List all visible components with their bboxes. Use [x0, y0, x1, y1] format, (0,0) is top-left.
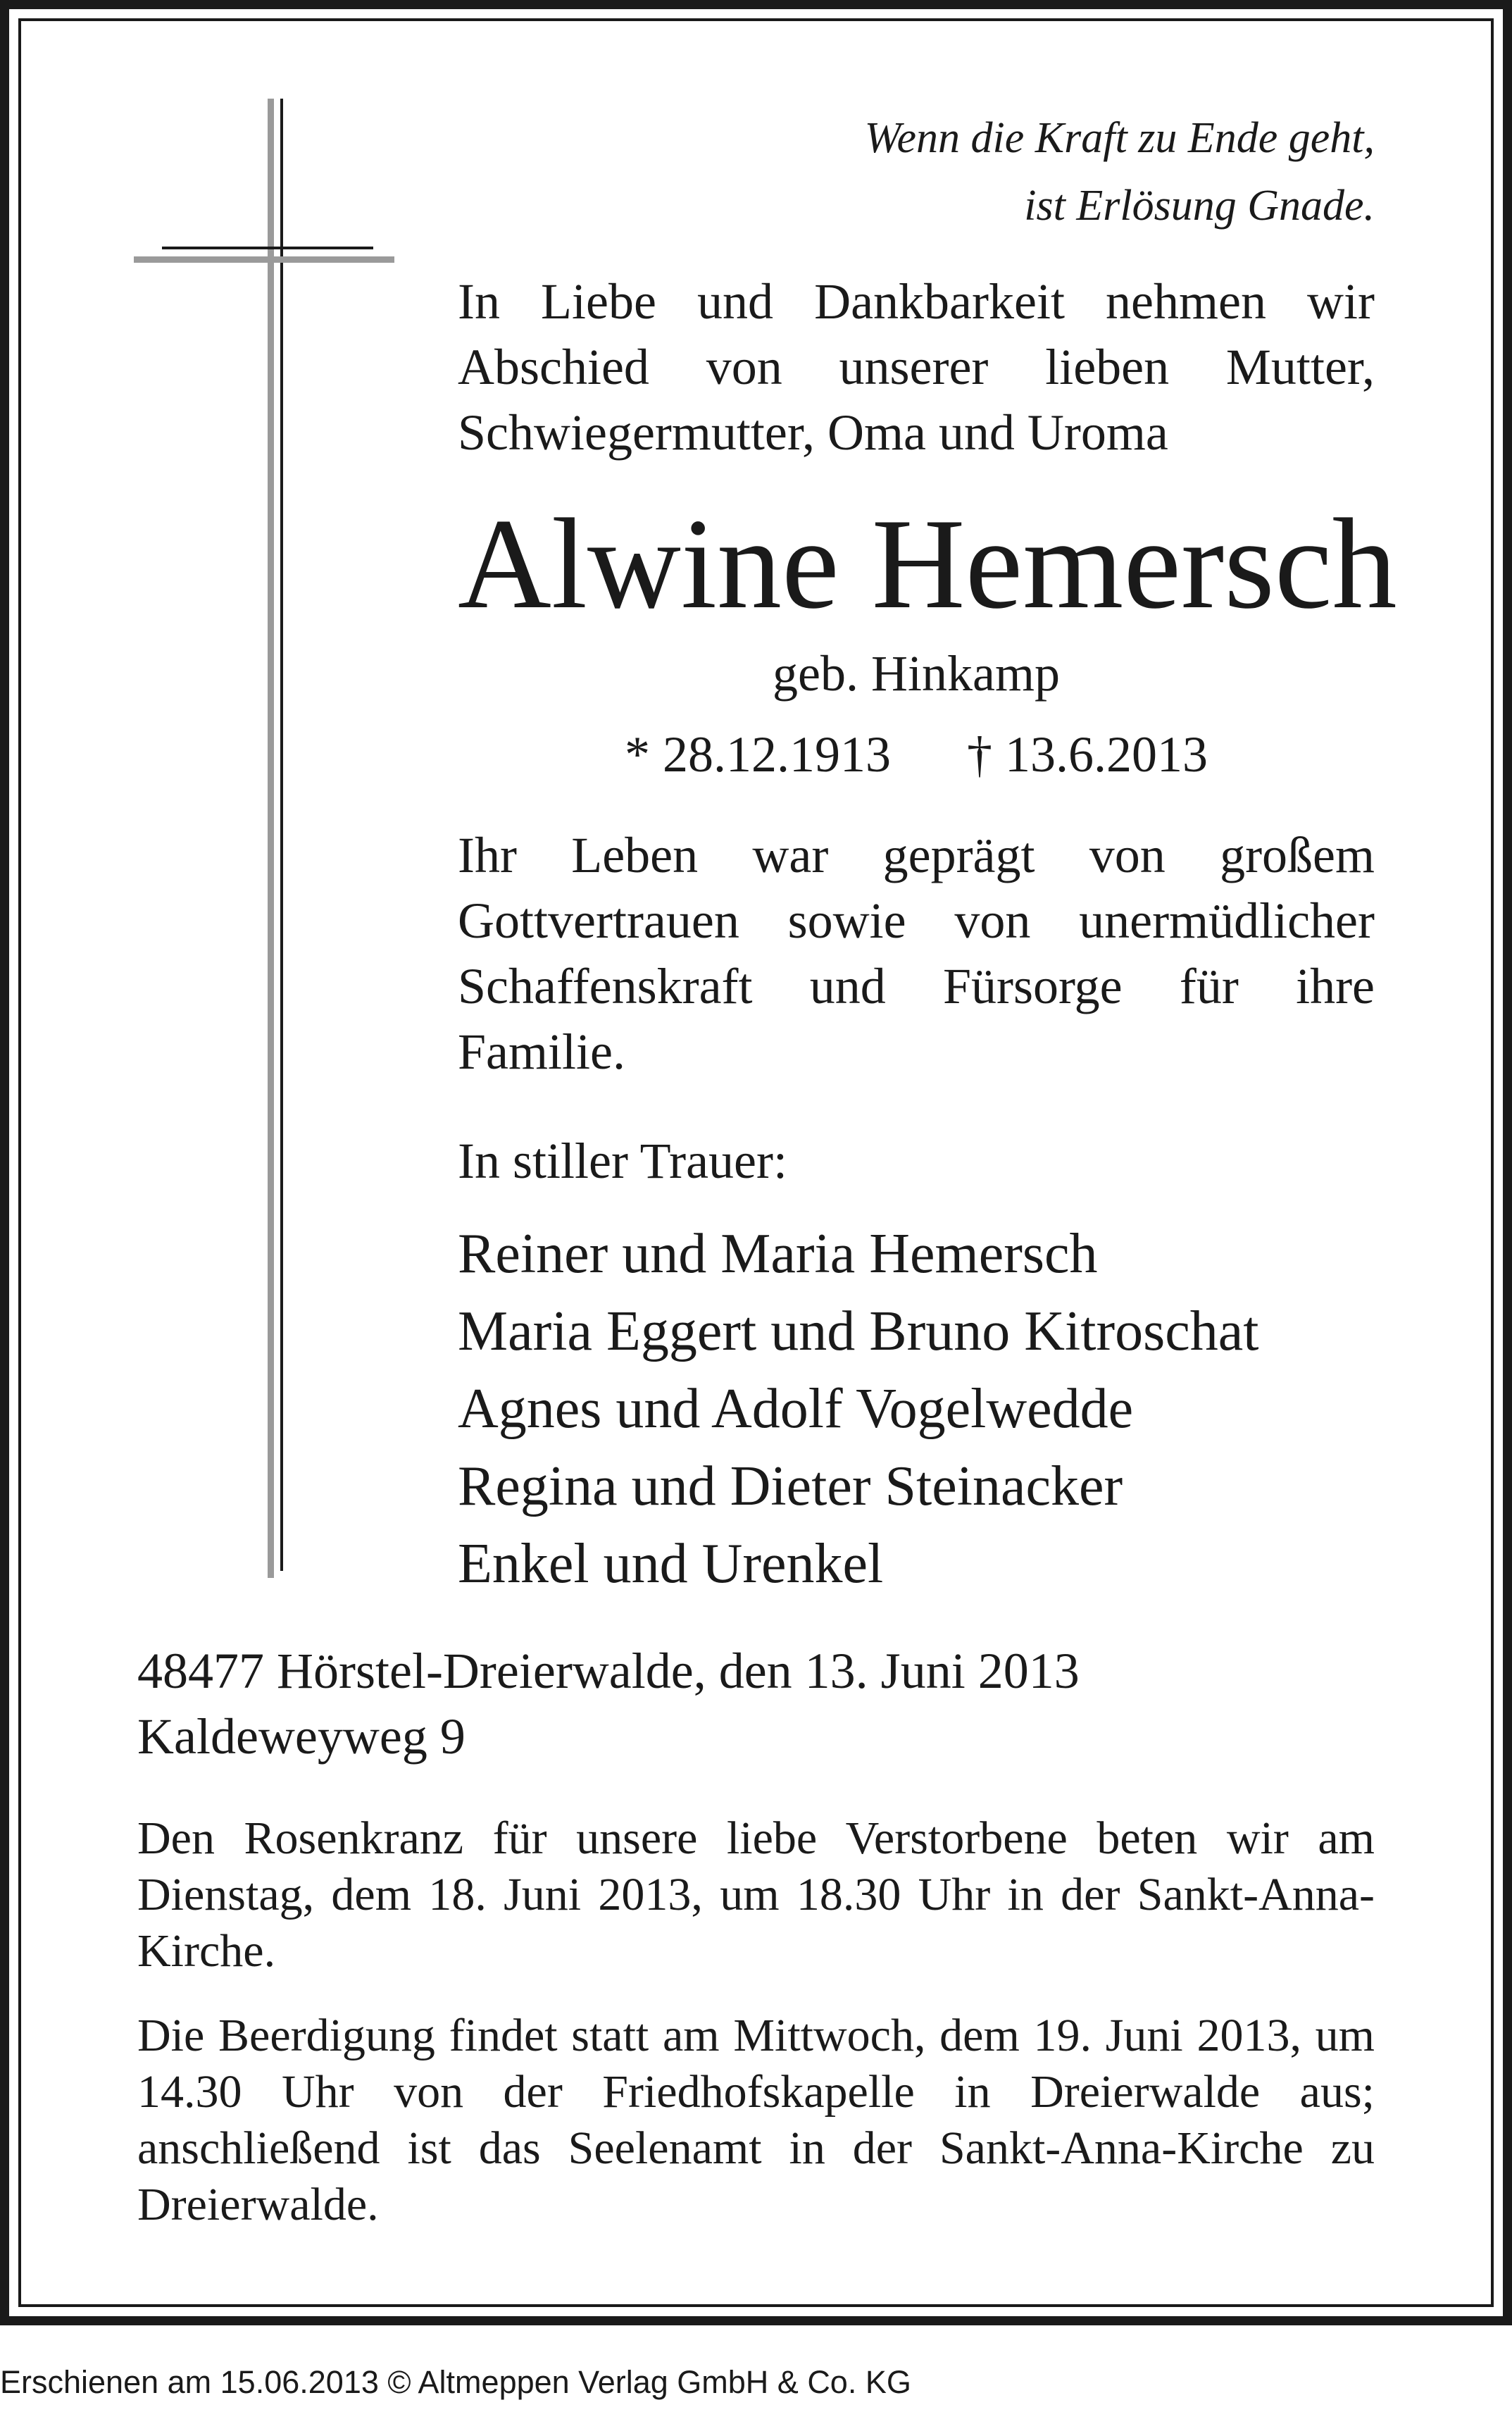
list-item: Agnes und Adolf Vogelwedde — [458, 1378, 1134, 1440]
motto-line-2: ist Erlösung Gnade. — [1024, 182, 1375, 230]
list-item: Maria Eggert und Bruno Kitroschat — [458, 1300, 1259, 1362]
deceased-name: Alwine Hemersch — [458, 492, 1397, 635]
publication-footer: Erschienen am 15.06.2013 © Altmeppen Verlag GmbH & Co. KG — [0, 2364, 911, 2400]
motto-line-1: Wenn die Kraft zu Ende geht, — [864, 114, 1375, 162]
burial-text: Die Beerdigung findet statt am Mittwoch, dem 19. Juni 2013, um 14.30 Uhr von der Friedhofskapelle in Dreierwalde aus; anschließend ist das Seelenamt in der Sankt-Anna-Kirche zu Dreierwalde. — [137, 2010, 1375, 2230]
life-text: Ihr Leben war geprägt von großem Gottvertrauen sowie von unermüdlicher Schaffenskraft und Fürsorge für ihre Familie. — [458, 827, 1375, 1080]
rosary-text: Den Rosenkranz für unsere liebe Verstorbene beten wir am Dienstag, dem 18. Juni 2013, um 18.30 Uhr in der Sankt-Anna-Kirche. — [137, 1813, 1375, 1977]
list-item: Regina und Dieter Steinacker — [458, 1455, 1123, 1517]
place-date: 48477 Hörstel-Dreierwalde, den 13. Juni 2013 — [137, 1643, 1080, 1699]
life-dates — [458, 722, 1375, 788]
intro-text: In Liebe und Dankbarkeit nehmen wir Abschied von unserer lieben Mutter, Schwiegermutter, Oma und Uroma — [458, 273, 1375, 461]
mourning-heading: In stiller Trauer: — [458, 1133, 787, 1189]
birth-date: * 28.12.1913 — [625, 726, 891, 783]
list-item: Enkel und Urenkel — [458, 1533, 884, 1595]
list-item: Reiner und Maria Hemersch — [458, 1223, 1098, 1285]
motto — [670, 104, 1375, 240]
cross-icon — [134, 99, 401, 1578]
street-address: Kaldeweyweg 9 — [137, 1708, 466, 1765]
mourners-list — [458, 1215, 1259, 1603]
death-date: † 13.6.2013 — [967, 726, 1208, 783]
birth-name: geb. Hinkamp — [773, 645, 1060, 702]
